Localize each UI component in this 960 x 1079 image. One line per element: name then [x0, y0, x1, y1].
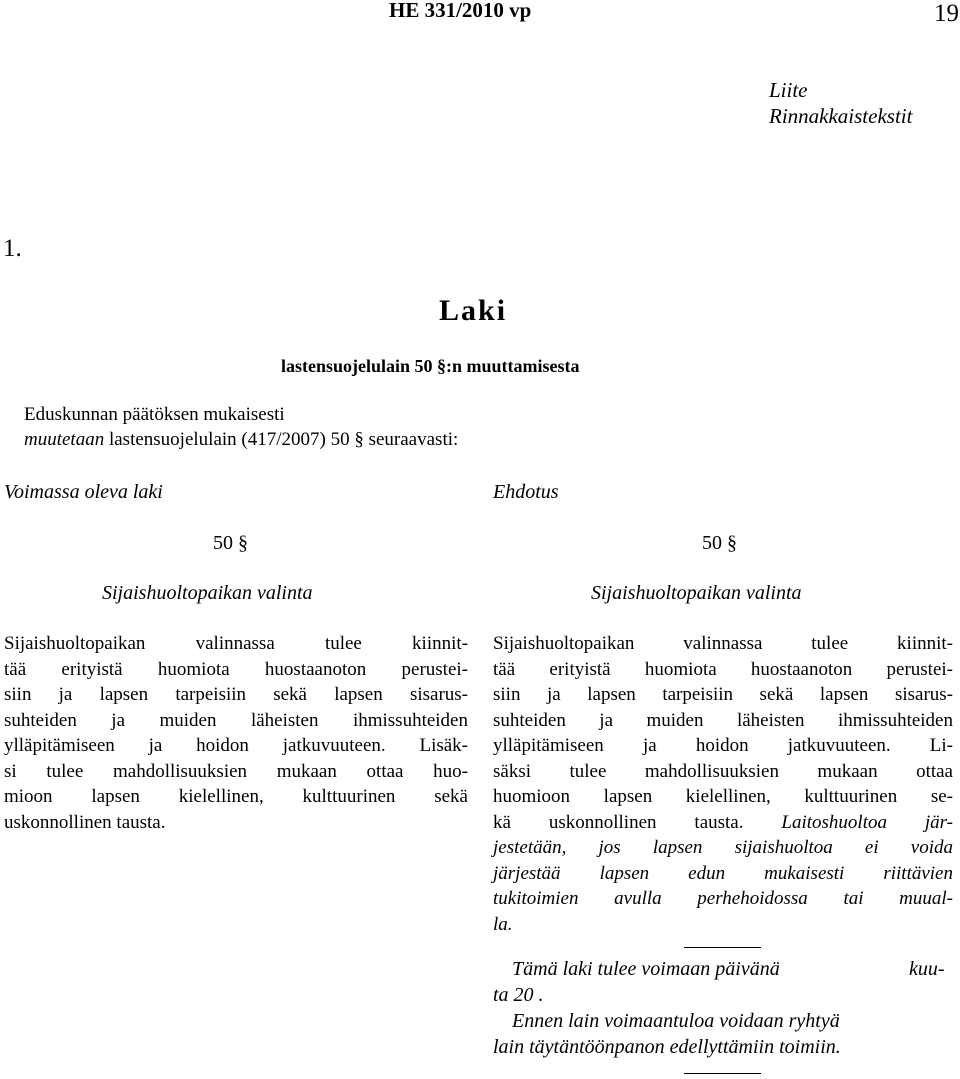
document-id: HE 331/2010 vp: [389, 0, 532, 22]
left-section-number: 50 §: [213, 532, 248, 554]
text-line: tää erityistä huomiota huostaanoton perustei-: [4, 658, 468, 680]
text-line: säksi tulee mahdollisuuksien mukaan ottaa: [493, 760, 953, 782]
text-line: ylläpitämiseen ja hoidon jatkuvuuteen. Li-: [493, 735, 953, 756]
text-line: kä uskonnollinen tausta. Laitoshuoltoa jär-: [493, 811, 953, 833]
appendix-label: Liite: [769, 78, 808, 102]
law-subtitle: lastensuojelulain 50 §:n muuttamisesta: [281, 356, 580, 376]
amendment-text: järjestää lapsen edun mukaisesti riittävien: [493, 862, 953, 884]
effective-line-2: ta 20 .: [493, 984, 544, 1006]
effective-line-4: lain täytäntöönpanon edellyttämiin toimiin.: [493, 1036, 841, 1058]
amendment-text: la.: [493, 913, 513, 935]
text-line: suhteiden ja muiden läheisten ihmissuhteiden: [4, 709, 468, 731]
text-line: Sijaishuoltopaikan valinnassa tulee kiinnit-: [4, 633, 468, 654]
effective-line-1a: Tämä laki tulee voimaan päivänä: [512, 958, 780, 980]
right-section-number: 50 §: [702, 532, 737, 554]
amendment-text: Laitoshuoltoa jär-: [781, 811, 953, 833]
text-line: ylläpitämiseen ja hoidon jatkuvuuteen. Lisäk-: [4, 735, 468, 756]
left-section-title: Sijaishuoltopaikan valinta: [102, 582, 313, 604]
text-line: uskonnollinen tausta.: [4, 811, 166, 833]
left-column-heading: Voimassa oleva laki: [4, 481, 163, 503]
separator-rule-top: [684, 947, 761, 948]
amendment-text: tukitoimien avulla perhehoidossa tai muual-: [493, 888, 953, 909]
left-body-text: [4, 631, 468, 835]
intro-line-1: Eduskunnan päätöksen mukaisesti: [24, 404, 285, 425]
effective-line-3: Ennen lain voimaantuloa voidaan ryhtyä: [512, 1010, 840, 1032]
text-line: suhteiden ja muiden läheisten ihmissuhteiden: [493, 709, 953, 731]
text-line: tää erityistä huomiota huostaanoton perustei-: [493, 658, 953, 680]
text-line: siin ja lapsen tarpeisiin sekä lapsen sisarus-: [493, 684, 953, 705]
text-line: mioon lapsen kielellinen, kulttuurinen sekä: [4, 786, 468, 807]
separator-rule-bottom: [684, 1073, 761, 1074]
text-line: si tulee mahdollisuuksien mukaan ottaa huo-: [4, 760, 468, 782]
intro-rest: lastensuojelulain (417/2007) 50 § seuraavasti:: [104, 429, 459, 450]
amendment-text: jestetään, jos lapsen sijaishuoltoa ei voida: [493, 837, 953, 858]
page-number: 19: [934, 0, 959, 27]
law-title: Laki: [439, 294, 508, 327]
text-line: Sijaishuoltopaikan valinnassa tulee kiinnit-: [493, 633, 953, 654]
effective-line-1b: kuu-: [909, 958, 945, 980]
right-body-text: [493, 631, 953, 937]
intro-line-2: [24, 428, 458, 452]
right-section-title: Sijaishuoltopaikan valinta: [591, 582, 802, 604]
text-line: siin ja lapsen tarpeisiin sekä lapsen sisarus-: [4, 684, 468, 705]
text-line: huomioon lapsen kielellinen, kulttuurinen se-: [493, 786, 953, 807]
right-column-heading: Ehdotus: [493, 481, 559, 503]
appendix-sublabel: Rinnakkaistekstit: [769, 104, 913, 128]
intro-verb: muutetaan: [24, 429, 105, 450]
section-number: 1.: [3, 235, 22, 262]
